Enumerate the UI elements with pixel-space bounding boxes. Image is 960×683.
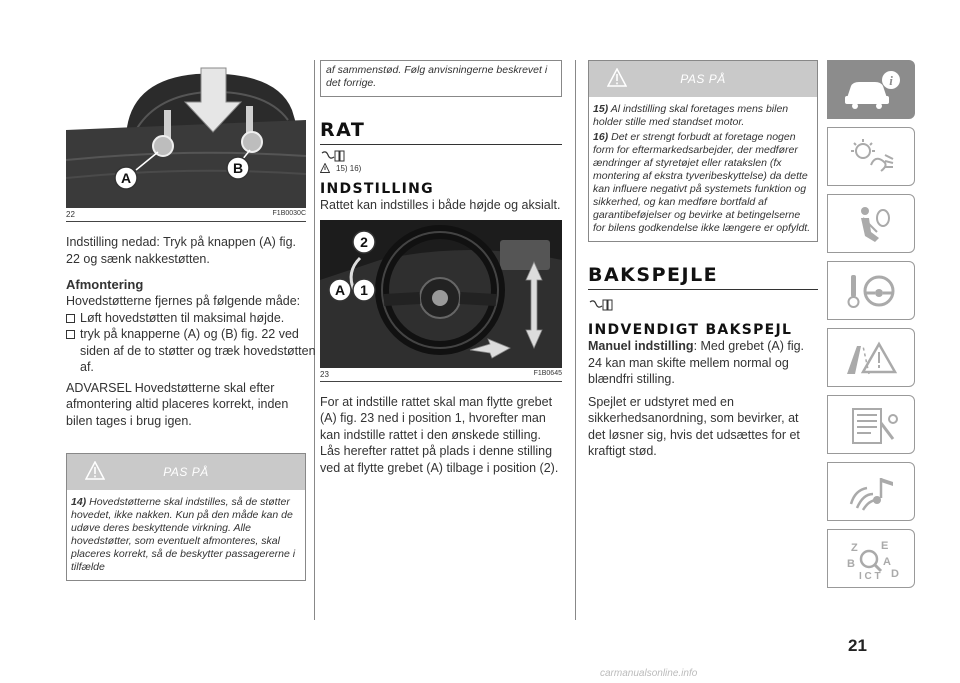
continued-warning-note: af sammenstød. Følg anvisningerne beskrevet i det forrige. bbox=[320, 60, 562, 97]
bullet-item bbox=[66, 326, 316, 376]
figure-label-b: B bbox=[232, 160, 244, 176]
warning-title: PAS PÅ bbox=[680, 72, 726, 86]
tab-emergency[interactable] bbox=[827, 328, 915, 387]
multimedia-icon bbox=[841, 470, 901, 514]
headrest-illustration bbox=[66, 60, 306, 208]
figure-label-a: A bbox=[334, 281, 346, 298]
checkbox-bullet-icon bbox=[66, 330, 75, 339]
warning-number: 16) bbox=[593, 131, 609, 143]
warning-text: Al indstilling skal foretages mens bilen holder stille med standset motor. bbox=[593, 103, 789, 128]
svg-text:I C T: I C T bbox=[859, 570, 881, 581]
book-refs-row bbox=[588, 298, 818, 312]
intro-text: Indstilling nedad: Tryk på knappen (A) fig. 22 og sænk nakkestøtten. bbox=[66, 235, 296, 266]
intro-text: Rattet kan indstilles i både højde og aksialt. bbox=[320, 198, 561, 212]
column-middle bbox=[320, 60, 562, 476]
book-refs-row bbox=[320, 149, 562, 163]
figure-number: 23 bbox=[320, 369, 329, 379]
chapter-tabs bbox=[827, 60, 915, 596]
watermark: carmanualsonline.info bbox=[600, 668, 698, 679]
figure-code: F1B0030C bbox=[272, 210, 306, 217]
bold-lead: Manuel indstilling bbox=[588, 339, 694, 353]
advarsel-text: ADVARSEL Hovedstøtterne skal efter afmontering altid placeres korrekt, inden bilen tages i brug igen. bbox=[66, 380, 289, 428]
svg-text:Z: Z bbox=[851, 541, 858, 554]
manual-book-icon bbox=[320, 149, 346, 163]
warning-box bbox=[66, 453, 306, 581]
bullet-text: Løft hovedstøtten til maksimal højde. bbox=[80, 310, 285, 325]
svg-text:i: i bbox=[889, 72, 893, 88]
svg-text:D: D bbox=[891, 567, 899, 580]
section-title-rat: RAT bbox=[320, 119, 562, 145]
warning-road-icon bbox=[841, 336, 901, 380]
alphabet-index-icon bbox=[841, 537, 901, 581]
tab-multimedia[interactable] bbox=[827, 462, 915, 521]
figure-caption bbox=[66, 208, 306, 222]
small-warning-icon bbox=[320, 163, 330, 173]
bullet-text: tryk på knapperne (A) og (B) fig. 22 ved siden af de to støtter og træk hovedstøtten af. bbox=[80, 327, 316, 374]
tab-dashboard-lights[interactable] bbox=[827, 127, 915, 186]
warning-number: 15) bbox=[593, 103, 609, 115]
checkbox-bullet-icon bbox=[66, 314, 75, 323]
body-text bbox=[588, 338, 818, 388]
subheading-afmontering: Afmontering bbox=[66, 277, 144, 292]
warning-box bbox=[588, 60, 818, 242]
body-text: Spejlet er udstyret med en sikkerhedsanordning, som bevirker, at det løsner sig, hvis det udsættes for et kraftigt stød. bbox=[588, 394, 800, 458]
warning-body bbox=[67, 490, 305, 580]
body-text: Hovedstøtterne fjernes på følgende måde: bbox=[66, 294, 301, 308]
tab-safety[interactable] bbox=[827, 194, 915, 253]
warning-title: PAS PÅ bbox=[163, 465, 209, 479]
tools-list-icon bbox=[841, 403, 901, 447]
column-right bbox=[588, 60, 818, 460]
tab-driving[interactable] bbox=[827, 261, 915, 320]
warning-header bbox=[67, 454, 305, 490]
body-text-continued: : Med grebet (A) fig. 24 kan man skifte mellem normal og blændfri stilling. bbox=[588, 339, 805, 386]
body-text: For at indstille rattet skal man flytte grebet (A) fig. 23 ned i position 1, hvorefter man kan indstille rattet i den ønskede stilling. Lås herefter rattet på plads i denne stilling ved at flytte grebet (A) tilbage i position (2). bbox=[320, 394, 559, 475]
figure-number: 22 bbox=[66, 210, 75, 219]
warning-triangle-icon bbox=[85, 461, 105, 481]
tab-technical-data[interactable] bbox=[827, 395, 915, 454]
tab-index[interactable] bbox=[827, 529, 915, 588]
warning-item bbox=[593, 131, 813, 235]
figure-steering-wheel bbox=[320, 220, 562, 368]
warning-refs-row bbox=[320, 163, 562, 173]
figure-code: F1B0645 bbox=[533, 369, 562, 377]
steering-wheel-illustration bbox=[320, 220, 562, 368]
figure-label-a: A bbox=[120, 170, 132, 186]
warning-body bbox=[589, 97, 817, 241]
manual-book-icon bbox=[588, 298, 614, 312]
svg-text:B: B bbox=[847, 557, 855, 570]
car-info-icon bbox=[841, 68, 901, 112]
subsection-title-indvendigt-bakspejl: INDVENDIGT BAKSPEJL bbox=[588, 322, 793, 338]
figure-label-2: 2 bbox=[360, 233, 368, 250]
dashboard-lights-icon bbox=[841, 135, 901, 179]
airbag-seat-icon bbox=[841, 202, 901, 246]
subsection-title-indstilling: INDSTILLING bbox=[320, 181, 434, 197]
figure-caption bbox=[320, 368, 562, 382]
warning-text: Hovedstøtterne skal indstilles, så de støtter hovedet, ikke nakken. Kun på den måde kan de udøve deres beskyttende virkning. Alle hovedstøtter, som eventuelt afmonteres, skal placeres korrekt, så de beskytter passagererne i tilfælde bbox=[71, 496, 296, 573]
column-divider bbox=[575, 60, 576, 620]
warning-triangle-icon bbox=[607, 68, 627, 88]
column-left bbox=[66, 60, 316, 581]
page-number: 21 bbox=[848, 636, 867, 655]
section-title-bakspejle: BAKSPEJLE bbox=[588, 264, 818, 290]
svg-text:A: A bbox=[883, 555, 891, 568]
warning-item bbox=[593, 103, 813, 129]
warning-header bbox=[589, 61, 817, 97]
steering-key-icon bbox=[841, 269, 901, 313]
tab-car-info[interactable] bbox=[827, 60, 915, 119]
warning-references: 15) 16) bbox=[336, 163, 362, 173]
warning-number: 14) bbox=[71, 496, 87, 508]
bullet-item bbox=[66, 310, 306, 327]
warning-text: Det er strengt forbudt at foretage nogen form for eftermarkedsarbejder, der medfører ændringer af styretøjet eller ratakslen (fx montering af ekstra tyveribeskyttelse) da dette kan influere negativt på systemets funktion og sikkerhed, og kan medføre bortfald af garantibeføjelser og bevirke at betingelserne for bilens godkendelse ikke længere er opfyldt. bbox=[593, 131, 811, 234]
figure-headrest bbox=[66, 60, 306, 208]
figure-label-1: 1 bbox=[360, 281, 368, 298]
svg-text:E: E bbox=[881, 539, 889, 552]
